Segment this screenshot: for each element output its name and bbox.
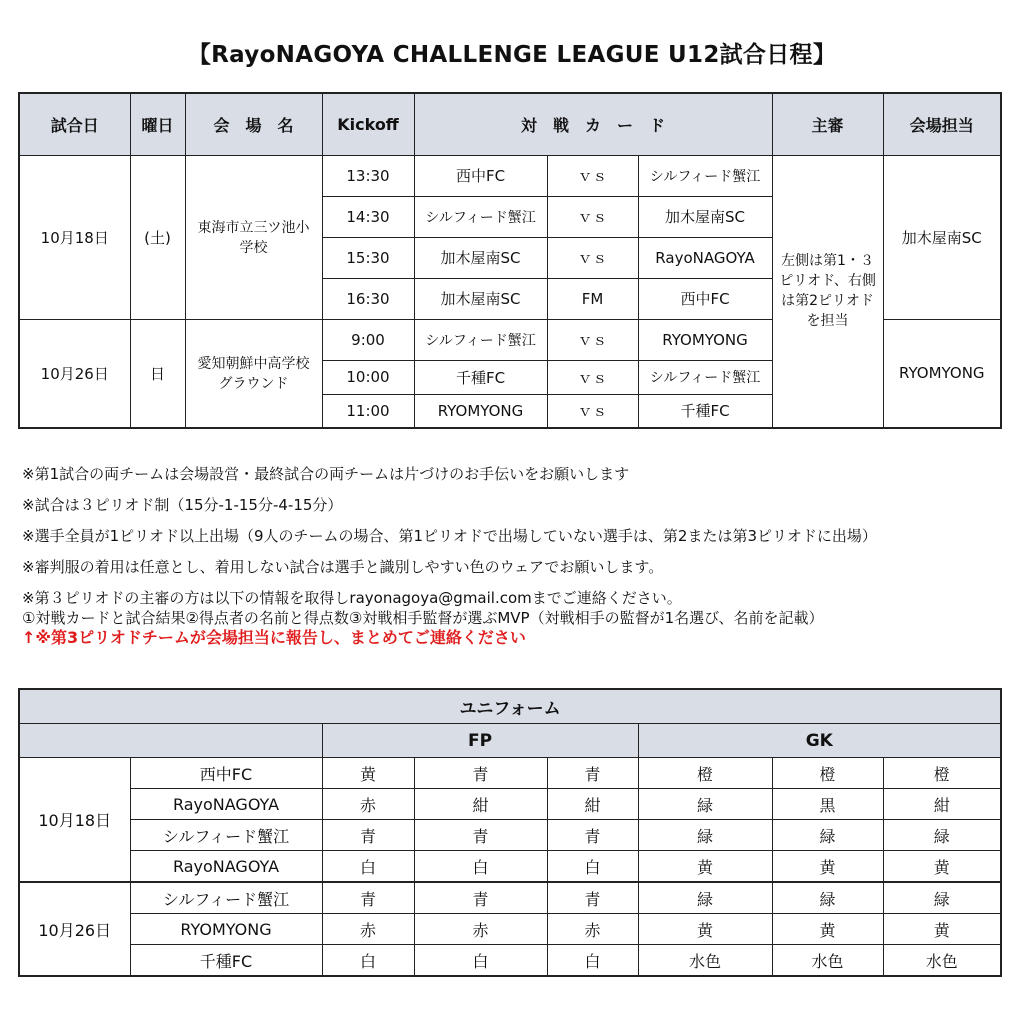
gk-color: 水色 bbox=[883, 945, 1001, 977]
fp-color: 青 bbox=[322, 820, 414, 851]
notes-section bbox=[22, 464, 1002, 648]
header-venue-staff: 会場担当 bbox=[883, 93, 1001, 155]
header-referee: 主審 bbox=[772, 93, 883, 155]
gk-color: 黄 bbox=[883, 851, 1001, 883]
home-team: シルフィード蟹江 bbox=[414, 319, 547, 360]
header-match-card: 対 戦 カ ー ド bbox=[414, 93, 772, 155]
uniform-date: 10月18日 bbox=[19, 758, 130, 883]
kickoff-time: 11:00 bbox=[322, 394, 414, 428]
match-weekday: 日 bbox=[130, 319, 185, 428]
gk-color: 緑 bbox=[883, 820, 1001, 851]
fp-color: 白 bbox=[322, 851, 414, 883]
gk-color: 橙 bbox=[638, 758, 772, 789]
gk-color: 橙 bbox=[883, 758, 1001, 789]
home-team: RYOMYONG bbox=[414, 394, 547, 428]
match-date: 10月26日 bbox=[19, 319, 130, 428]
venue-name: 愛知朝鮮中高学校グラウンド bbox=[185, 319, 322, 428]
gk-color: 水色 bbox=[638, 945, 772, 977]
fp-color: 青 bbox=[322, 882, 414, 914]
table-row bbox=[19, 945, 1001, 977]
uniform-date: 10月26日 bbox=[19, 882, 130, 976]
uniform-title-row bbox=[19, 689, 1001, 724]
fp-color: 青 bbox=[414, 882, 547, 914]
gk-color: 黄 bbox=[883, 914, 1001, 945]
table-row bbox=[19, 758, 1001, 789]
kickoff-time: 13:30 bbox=[322, 155, 414, 196]
schedule-table bbox=[18, 92, 1002, 429]
header-date: 試合日 bbox=[19, 93, 130, 155]
vs-label: ｖｓ bbox=[547, 394, 638, 428]
uniform-team: RYOMYONG bbox=[130, 914, 322, 945]
header-venue: 会 場 名 bbox=[185, 93, 322, 155]
uniform-subheader-row bbox=[19, 724, 1001, 758]
referee-note: 左側は第1・３ピリオド、右側は第2ピリオドを担当 bbox=[772, 155, 883, 428]
uniform-team: RayoNAGOYA bbox=[130, 789, 322, 820]
venue-staff: 加木屋南SC bbox=[883, 155, 1001, 319]
uniform-team: シルフィード蟹江 bbox=[130, 882, 322, 914]
gk-color: 黄 bbox=[772, 851, 883, 883]
away-team: シルフィード蟹江 bbox=[638, 360, 772, 394]
home-team: 加木屋南SC bbox=[414, 237, 547, 278]
header-kickoff: Kickoff bbox=[322, 93, 414, 155]
gk-color: 黄 bbox=[772, 914, 883, 945]
gk-header: GK bbox=[638, 724, 1001, 758]
gk-color: 緑 bbox=[638, 882, 772, 914]
fp-color: 白 bbox=[322, 945, 414, 977]
table-row bbox=[19, 155, 1001, 196]
note-report-items: ①対戦カードと試合結果②得点者の名前と得点数③対戦相手監督が選ぶMVP（対戦相手の監督が1名選び、名前を記載） bbox=[22, 609, 824, 627]
away-team: 加木屋南SC bbox=[638, 196, 772, 237]
home-team: 千種FC bbox=[414, 360, 547, 394]
kickoff-time: 14:30 bbox=[322, 196, 414, 237]
vs-label: ｖｓ bbox=[547, 155, 638, 196]
table-row bbox=[19, 914, 1001, 945]
fp-color: 青 bbox=[547, 758, 638, 789]
gk-color: 紺 bbox=[883, 789, 1001, 820]
schedule-header-row bbox=[19, 93, 1001, 155]
venue-name: 東海市立三ツ池小学校 bbox=[185, 155, 322, 319]
gk-color: 黒 bbox=[772, 789, 883, 820]
vs-label: ｖｓ bbox=[547, 237, 638, 278]
gk-color: 黄 bbox=[638, 851, 772, 883]
uniform-team: RayoNAGOYA bbox=[130, 851, 322, 883]
uniform-team: 千種FC bbox=[130, 945, 322, 977]
header-weekday: 曜日 bbox=[130, 93, 185, 155]
away-team: RYOMYONG bbox=[638, 319, 772, 360]
away-team: 千種FC bbox=[638, 394, 772, 428]
note-setup: ※第1試合の両チームは会場設営・最終試合の両チームは片づけのお手伝いをお願いします bbox=[22, 465, 630, 483]
gk-color: 緑 bbox=[638, 789, 772, 820]
home-team: 西中FC bbox=[414, 155, 547, 196]
note-report-contact: ※第３ピリオドの主審の方は以下の情報を取得しrayonagoya@gmail.comまでご連絡ください。 bbox=[22, 589, 682, 607]
gk-color: 緑 bbox=[883, 882, 1001, 914]
gk-color: 緑 bbox=[638, 820, 772, 851]
table-row bbox=[19, 851, 1001, 883]
fp-color: 青 bbox=[414, 758, 547, 789]
uniform-blank-header bbox=[19, 724, 322, 758]
uniform-title: ユニフォーム bbox=[19, 689, 1001, 724]
match-date: 10月18日 bbox=[19, 155, 130, 319]
gk-color: 橙 bbox=[772, 758, 883, 789]
fp-color: 白 bbox=[414, 945, 547, 977]
fp-color: 青 bbox=[414, 820, 547, 851]
gk-color: 水色 bbox=[772, 945, 883, 977]
fp-color: 赤 bbox=[322, 914, 414, 945]
note-player-participation: ※選手全員が1ピリオド以上出場（9人のチームの場合、第1ピリオドで出場していない選手は、第2または第3ピリオドに出場） bbox=[22, 527, 877, 545]
table-row bbox=[19, 882, 1001, 914]
gk-color: 緑 bbox=[772, 820, 883, 851]
fp-color: 白 bbox=[414, 851, 547, 883]
kickoff-time: 10:00 bbox=[322, 360, 414, 394]
fp-color: 青 bbox=[547, 820, 638, 851]
venue-staff: RYOMYONG bbox=[883, 319, 1001, 428]
gk-color: 緑 bbox=[772, 882, 883, 914]
fp-color: 青 bbox=[547, 882, 638, 914]
home-team: 加木屋南SC bbox=[414, 278, 547, 319]
fp-color: 黄 bbox=[322, 758, 414, 789]
fp-color: 紺 bbox=[414, 789, 547, 820]
fp-header: FP bbox=[322, 724, 638, 758]
fp-color: 赤 bbox=[414, 914, 547, 945]
fp-color: 白 bbox=[547, 851, 638, 883]
note-report-warning: ↑※第3ピリオドチームが会場担当に報告し、まとめてご連絡ください bbox=[22, 628, 526, 647]
away-team: シルフィード蟹江 bbox=[638, 155, 772, 196]
vs-label: FM bbox=[547, 278, 638, 319]
away-team: RayoNAGOYA bbox=[638, 237, 772, 278]
uniform-table bbox=[18, 688, 1002, 977]
fp-color: 紺 bbox=[547, 789, 638, 820]
gk-color: 黄 bbox=[638, 914, 772, 945]
vs-label: ｖｓ bbox=[547, 360, 638, 394]
vs-label: ｖｓ bbox=[547, 319, 638, 360]
kickoff-time: 16:30 bbox=[322, 278, 414, 319]
uniform-team: 西中FC bbox=[130, 758, 322, 789]
table-row bbox=[19, 820, 1001, 851]
home-team: シルフィード蟹江 bbox=[414, 196, 547, 237]
match-weekday: (土) bbox=[130, 155, 185, 319]
kickoff-time: 15:30 bbox=[322, 237, 414, 278]
fp-color: 白 bbox=[547, 945, 638, 977]
kickoff-time: 9:00 bbox=[322, 319, 414, 360]
note-period-format: ※試合は３ピリオド制（15分-1-15分-4-15分） bbox=[22, 496, 343, 514]
uniform-team: シルフィード蟹江 bbox=[130, 820, 322, 851]
vs-label: ｖｓ bbox=[547, 196, 638, 237]
fp-color: 赤 bbox=[547, 914, 638, 945]
note-referee-uniform: ※審判服の着用は任意とし、着用しない試合は選手と識別しやすい色のウェアでお願いします。 bbox=[22, 558, 664, 576]
table-row bbox=[19, 789, 1001, 820]
away-team: 西中FC bbox=[638, 278, 772, 319]
page-title: 【RayoNAGOYA CHALLENGE LEAGUE U12試合日程】 bbox=[187, 42, 837, 68]
fp-color: 赤 bbox=[322, 789, 414, 820]
